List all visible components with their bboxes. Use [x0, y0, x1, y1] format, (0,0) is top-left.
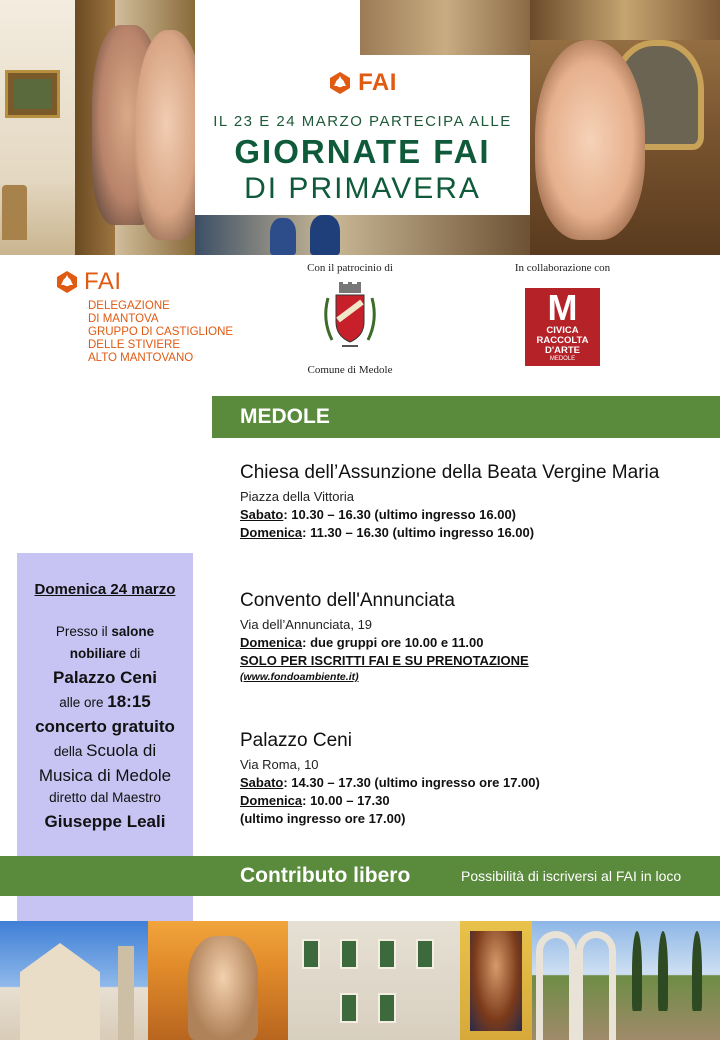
- concert-venue: Palazzo Ceni: [53, 668, 157, 687]
- vase: [270, 218, 296, 255]
- concert-description: [21, 621, 189, 833]
- civica-logo-line: D'ARTE: [545, 345, 580, 356]
- photo-church: [0, 921, 148, 1040]
- civica-logo-line: CIVICA: [546, 325, 579, 336]
- concert-line: [21, 740, 189, 763]
- concert-line: [21, 691, 189, 714]
- window: [302, 939, 320, 969]
- concert-text: di: [126, 646, 141, 661]
- venue-day: Sabato: [240, 775, 284, 790]
- photo-palazzo: [288, 921, 460, 1040]
- window: [378, 993, 396, 1023]
- cypress-tree: [658, 931, 668, 1011]
- footer-note: Possibilità di iscriversi al FAI in loco: [461, 868, 682, 884]
- patronage-label: Con il patrocinio di: [307, 262, 393, 274]
- fai-logo: [195, 69, 530, 97]
- fai-website-link[interactable]: (www.fondoambiente.it): [240, 671, 359, 683]
- banner-subtitle: IL 23 E 24 MARZO PARTECIPA ALLE: [213, 113, 512, 130]
- header-banner: [0, 0, 720, 255]
- fai-logo-icon: [55, 270, 79, 294]
- fai-logo-text: FAI: [358, 69, 397, 96]
- venue-times: : 10.30 – 16.30 (ultimo ingresso 16.00): [283, 507, 517, 522]
- concert-text: salone: [111, 624, 155, 639]
- venue-note: SOLO PER ISCRITTI FAI E SU PRENOTAZIONE: [240, 653, 529, 668]
- delegation-line: DELEGAZIONE: [88, 300, 170, 312]
- photo-painting: [460, 921, 532, 1040]
- banner-title-2: DI PRIMAVERA: [244, 172, 481, 205]
- banner-title: GIORNATE FAI: [234, 133, 491, 170]
- banner-chair: [2, 185, 27, 240]
- photo-sculpture: [148, 921, 288, 1040]
- sculpture-group: [188, 936, 258, 1040]
- venue-hours: [240, 775, 710, 790]
- venue-day: Sabato: [240, 507, 284, 522]
- banner-girl-face: [535, 40, 645, 240]
- collaboration-label: In collaborazione con: [514, 262, 611, 274]
- concert-text: Scuola di: [86, 741, 157, 760]
- venue-times: : 10.00 – 17.30: [302, 793, 390, 808]
- venue-times: : due gruppi ore 10.00 e 11.00: [302, 635, 484, 650]
- delegation-logo: [55, 268, 255, 296]
- venue-day: Domenica: [240, 793, 303, 808]
- patronage-block: [290, 262, 410, 376]
- coat-of-arms-icon: [320, 280, 380, 355]
- town-header-bar: [212, 396, 720, 438]
- venue-times: : 14.30 – 17.30 (ultimo ingresso ore 17.00): [283, 775, 540, 790]
- banner-photo-ceiling: [530, 0, 720, 40]
- concert-time: 18:15: [107, 692, 151, 711]
- cypress-tree: [692, 931, 702, 1011]
- venue-palazzo-ceni: [240, 730, 710, 826]
- civica-logo-sub: MEDOLE: [549, 356, 576, 362]
- venue-name: Chiesa dell’Assunzione della Beata Vergine Maria: [240, 462, 660, 483]
- arch: [536, 931, 576, 1040]
- venue-convento: [240, 590, 710, 683]
- banner-photo-top: [360, 0, 530, 55]
- concert-free: concerto gratuito: [35, 717, 175, 736]
- concert-text: della: [53, 744, 87, 759]
- concert-text: nobiliare: [69, 646, 126, 661]
- patronage-caption: Comune di Medole: [307, 364, 393, 376]
- concert-text: Presso il: [55, 624, 112, 639]
- venue-hours: [240, 793, 710, 808]
- venue-day: Domenica: [240, 635, 303, 650]
- civica-logo-letter: M: [547, 287, 578, 328]
- bell-tower: [118, 946, 134, 1040]
- venue-address: Piazza della Vittoria: [240, 489, 354, 504]
- venue-note: (ultimo ingresso ore 17.00): [240, 811, 406, 826]
- concert-school: Musica di Medole: [38, 766, 172, 785]
- window: [340, 993, 358, 1023]
- venue-address: Via Roma, 10: [240, 757, 319, 772]
- venue-day: Domenica: [240, 525, 303, 540]
- window: [340, 939, 358, 969]
- venue-hours: [240, 635, 710, 650]
- collaboration-block: [500, 262, 625, 366]
- delegation-logo-text: FAI: [84, 268, 122, 295]
- venue-chiesa: [240, 462, 710, 540]
- delegation-line: ALTO MANTOVANO: [88, 352, 194, 364]
- venue-times: : 11.30 – 16.30 (ultimo ingresso 16.00): [302, 525, 535, 540]
- fai-logo-icon: [328, 71, 352, 95]
- venue-name: Convento dell'Annunciata: [240, 590, 455, 611]
- arch: [576, 931, 616, 1040]
- delegation-line: GRUPPO DI CASTIGLIONE: [88, 326, 234, 338]
- photo-strip: [0, 921, 720, 1040]
- town-name: MEDOLE: [240, 405, 330, 428]
- concert-date: Domenica 24 marzo: [34, 581, 176, 598]
- title-box: [195, 55, 530, 215]
- banner-photo-vases: [195, 215, 530, 255]
- concert-text: alle ore: [59, 695, 108, 710]
- concert-line: diretto dal Maestro: [49, 790, 161, 805]
- portrait-painting: [470, 931, 522, 1031]
- footer-title: Contributo libero: [240, 864, 411, 887]
- banner-painting: [5, 70, 60, 118]
- window: [416, 939, 434, 969]
- concert-director: Giuseppe Leali: [44, 812, 166, 831]
- church-facade: [20, 943, 100, 1040]
- footer-bar: [0, 856, 720, 896]
- window: [378, 939, 396, 969]
- photo-cloister: [532, 921, 720, 1040]
- delegation-text: [88, 300, 255, 365]
- civica-logo-line: RACCOLTA: [536, 335, 589, 346]
- venue-hours: [240, 525, 710, 540]
- concert-line: [21, 643, 189, 665]
- civica-logo-text: [525, 326, 600, 356]
- venue-hours: [240, 507, 710, 522]
- cypress-tree: [632, 931, 642, 1011]
- delegation-line: DI MANTOVA: [88, 313, 159, 325]
- vase: [310, 215, 340, 255]
- concert-line: [21, 621, 189, 643]
- civica-raccolta-logo: [525, 288, 600, 366]
- delegation-block: [55, 268, 255, 365]
- venue-address: Via dell’Annunciata, 19: [240, 617, 373, 632]
- delegation-line: DELLE STIVIERE: [88, 339, 181, 351]
- venue-name: Palazzo Ceni: [240, 730, 352, 751]
